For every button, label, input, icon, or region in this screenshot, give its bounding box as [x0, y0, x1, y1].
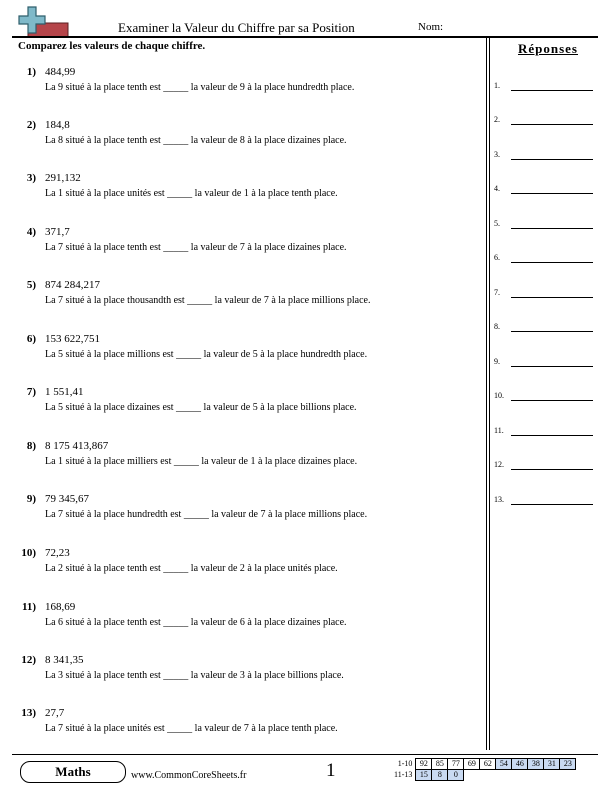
answer-line-4[interactable]: [494, 184, 594, 198]
problem-number: 5): [26, 279, 36, 291]
answer-line-6[interactable]: [494, 253, 594, 267]
problem-12: [0, 654, 484, 700]
problem-number: 2): [26, 119, 36, 131]
answer-line-10[interactable]: [494, 391, 594, 405]
problem-number: 13): [21, 707, 36, 719]
answer-line-13[interactable]: [494, 495, 594, 509]
answer-line-3[interactable]: [494, 150, 594, 164]
problem-value: 291,132: [45, 172, 81, 184]
problem-value: 184,8: [45, 119, 70, 131]
answer-number: 5.: [494, 219, 500, 228]
problem-statement: La 7 situé à la place unités est _____ la valeur de 7 à la place tenth place.: [45, 723, 338, 734]
page-number: 1: [326, 760, 336, 781]
score-cell: 38: [528, 759, 544, 770]
score-cell: 15: [416, 770, 432, 781]
problem-number: 3): [26, 172, 36, 184]
problem-statement: La 7 situé à la place hundredth est _____ la valeur de 7 à la place millions place.: [45, 509, 368, 520]
problem-value: 8 175 413,867: [45, 440, 109, 452]
score-cell: 69: [464, 759, 480, 770]
problem-value: 27,7: [45, 707, 65, 719]
problem-statement: La 7 situé à la place tenth est _____ la valeur de 7 à la place dizaines place.: [45, 242, 347, 253]
problem-number: 8): [26, 440, 36, 452]
problem-value: 1 551,41: [45, 386, 84, 398]
score-cell: 77: [448, 759, 464, 770]
problem-2: [0, 119, 484, 165]
problem-4: [0, 226, 484, 272]
answer-line-2[interactable]: [494, 115, 594, 129]
worksheet-title: Examiner la Valeur du Chiffre par sa Position: [118, 20, 355, 35]
problem-statement: La 8 situé à la place tenth est _____ la valeur de 8 à la place dizaines place.: [45, 135, 347, 146]
problem-statement: La 9 situé à la place tenth est _____ la valeur de 9 à la place hundredth place.: [45, 82, 355, 93]
header-divider: [12, 36, 598, 38]
score-row-11-13: [392, 770, 576, 781]
worksheet-logo-icon: [14, 5, 70, 39]
problem-value: 168,69: [45, 601, 76, 613]
footer-divider: [12, 754, 598, 755]
answer-number: 1.: [494, 81, 500, 90]
problem-number: 10): [21, 547, 36, 559]
score-cell: 85: [432, 759, 448, 770]
problem-value: 484,99: [45, 66, 76, 78]
problem-6: [0, 333, 484, 379]
answers-heading: Réponses: [517, 41, 578, 56]
problem-7: [0, 386, 484, 432]
answer-line-9[interactable]: [494, 357, 594, 371]
score-cell: 62: [480, 759, 496, 770]
problem-1: [0, 66, 484, 112]
answer-number: 6.: [494, 253, 500, 262]
problem-statement: La 2 situé à la place tenth est _____ la valeur de 2 à la place unités place.: [45, 563, 338, 574]
problem-9: [0, 493, 484, 539]
answer-line-11[interactable]: [494, 426, 594, 440]
score-cell: 0: [448, 770, 464, 781]
site-url[interactable]: www.CommonCoreSheets.fr: [131, 770, 247, 781]
answer-number: 10.: [494, 391, 504, 400]
problem-value: 371,7: [45, 226, 70, 238]
problem-value: 72,23: [45, 547, 70, 559]
answer-number: 9.: [494, 357, 500, 366]
problem-statement: La 5 situé à la place dizaines est _____ la valeur de 5 à la place billions place.: [45, 402, 357, 413]
answer-line-8[interactable]: [494, 322, 594, 336]
score-cell: 54: [496, 759, 512, 770]
problem-number: 9): [26, 493, 36, 505]
score-cell: 8: [432, 770, 448, 781]
score-row-1-10: [392, 759, 576, 770]
score-table: [392, 758, 576, 781]
column-divider-left: [486, 38, 487, 750]
score-cell: 92: [416, 759, 432, 770]
answer-number: 8.: [494, 322, 500, 331]
problem-value: 8 341,35: [45, 654, 84, 666]
answer-line-1[interactable]: [494, 81, 594, 95]
problem-value: 153 622,751: [45, 333, 100, 345]
problem-number: 1): [26, 66, 36, 78]
score-cell: 31: [544, 759, 560, 770]
problem-8: [0, 440, 484, 486]
instructions: Comparez les valeurs de chaque chiffre.: [18, 40, 206, 52]
problem-value: 79 345,67: [45, 493, 89, 505]
problem-11: [0, 601, 484, 647]
answer-line-5[interactable]: [494, 219, 594, 233]
answer-line-12[interactable]: [494, 460, 594, 474]
score-row-label: 11-13: [394, 770, 413, 779]
problem-number: 12): [21, 654, 36, 666]
answer-number: 13.: [494, 495, 504, 504]
problem-number: 4): [26, 226, 36, 238]
score-cell: 23: [560, 759, 576, 770]
problem-value: 874 284,217: [45, 279, 100, 291]
brand-badge: Maths: [20, 761, 126, 783]
answer-number: 7.: [494, 288, 500, 297]
answer-number: 2.: [494, 115, 500, 124]
problem-statement: La 1 situé à la place milliers est _____ la valeur de 1 à la place dizaines place.: [45, 456, 358, 467]
problem-number: 6): [26, 333, 36, 345]
name-field-label: Nom:: [418, 21, 444, 33]
problem-13: [0, 707, 484, 753]
column-divider-right: [489, 38, 490, 750]
answer-line-7[interactable]: [494, 288, 594, 302]
problem-number: 7): [26, 386, 36, 398]
score-row-label: 1-10: [397, 759, 413, 768]
problem-statement: La 7 situé à la place thousandth est _____ la valeur de 7 à la place millions place.: [45, 295, 371, 306]
answer-number: 12.: [494, 460, 504, 469]
problem-statement: La 5 situé à la place millions est _____ la valeur de 5 à la place hundredth place.: [45, 349, 368, 360]
problem-5: [0, 279, 484, 325]
problem-statement: La 3 situé à la place tenth est _____ la valeur de 3 à la place billions place.: [45, 670, 344, 681]
problem-3: [0, 172, 484, 218]
problem-statement: La 6 situé à la place tenth est _____ la valeur de 6 à la place dizaines place.: [45, 617, 347, 628]
answer-number: 3.: [494, 150, 500, 159]
answer-number: 4.: [494, 184, 500, 193]
score-cell: 46: [512, 759, 528, 770]
problem-10: [0, 547, 484, 593]
answer-number: 11.: [494, 426, 504, 435]
problem-number: 11): [21, 601, 36, 613]
problem-statement: La 1 situé à la place unités est _____ la valeur de 1 à la place tenth place.: [45, 188, 338, 199]
